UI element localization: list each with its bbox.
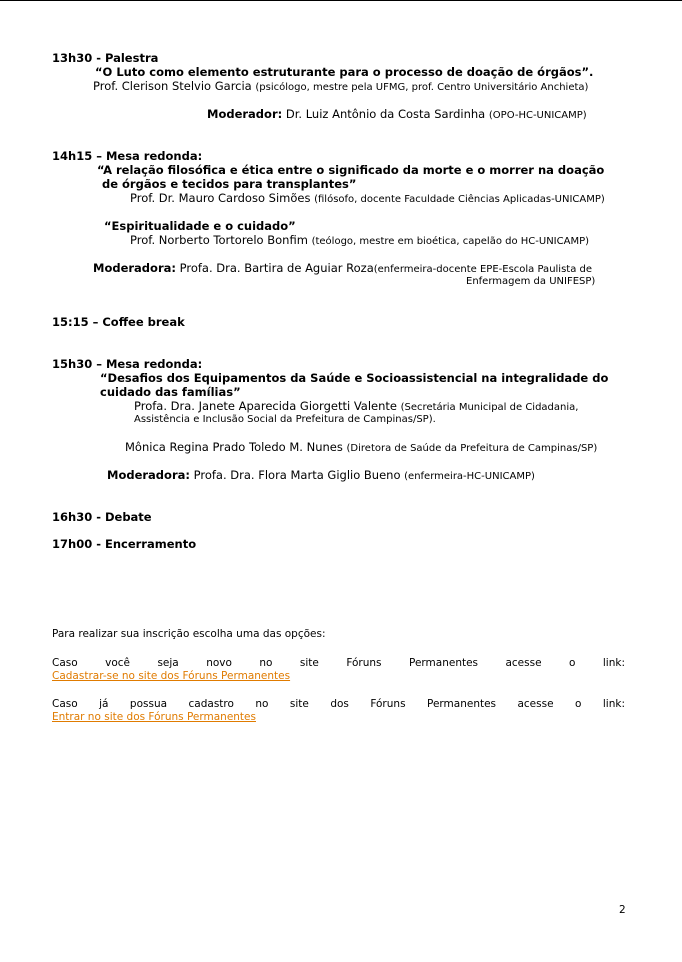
registration-intro: Para realizar sua inscrição escolha uma das opções: xyxy=(52,628,326,640)
session-time-1330: 13h30 - Palestra xyxy=(52,51,159,65)
session-time-1415: 14h15 – Mesa redonda: xyxy=(52,149,203,163)
session-time-1530: 15h30 – Mesa redonda: xyxy=(52,357,203,371)
speaker-name: Profa. Dra. Janete Aparecida Giorgetti Valente xyxy=(134,399,397,413)
moderator-line-s4 xyxy=(107,468,535,482)
moderator-line-s1 xyxy=(207,107,587,121)
top-border-line xyxy=(0,0,682,1)
session-time-coffee-break: 15:15 – Coffee break xyxy=(52,315,185,329)
register-link[interactable]: Cadastrar-se no site dos Fóruns Permanentes xyxy=(52,670,291,682)
speaker-info: (Secretária Municipal de Cidadania, xyxy=(400,402,579,413)
moderator-line-s2 xyxy=(93,261,592,275)
moderator-info: (enfermeira-docente EPE-Escola Paulista de xyxy=(373,264,593,275)
session-time-debate: 16h30 - Debate xyxy=(52,510,152,524)
speaker-info: (filósofo, docente Faculdade Ciências Aplicadas-UNICAMP) xyxy=(314,194,605,205)
talk-title-relacao-line1: “A relação filosófica e ética entre o significado da morte e o morrer na doação xyxy=(97,163,605,177)
speaker-line-mauro xyxy=(130,191,605,205)
moderator-label: Moderador: xyxy=(207,107,283,121)
moderator-name: Dr. Luiz Antônio da Costa Sardinha xyxy=(285,107,486,121)
talk-title-espiritualidade: “Espiritualidade e o cuidado” xyxy=(104,219,296,233)
speaker-name: Mônica Regina Prado Toledo M. Nunes xyxy=(125,440,343,454)
speaker-name: Prof. Dr. Mauro Cardoso Simões xyxy=(130,191,311,205)
speaker-name: Prof. Clerison Stelvio Garcia xyxy=(93,79,252,93)
speaker-line-monica xyxy=(125,440,597,454)
talk-title-desafios-line2: cuidado das famílias” xyxy=(100,385,241,399)
speaker-name: Prof. Norberto Tortorelo Bonfim xyxy=(130,233,308,247)
moderator-info: (enfermeira-HC-UNICAMP) xyxy=(404,471,535,482)
moderator-label: Moderadora: xyxy=(107,468,190,482)
talk-title-desafios-line1: “Desafios dos Equipamentos da Saúde e Socioassistencial na integralidade do xyxy=(100,371,609,385)
speaker-line-janete xyxy=(134,399,578,413)
registration-option1-text: Caso você seja novo no site Fóruns Permanentes acesse o link: xyxy=(52,657,625,669)
speaker-line-clerison xyxy=(93,79,588,93)
speaker-line-norberto xyxy=(130,233,589,247)
speaker-info: (teólogo, mestre em bioética, capelão do HC-UNICAMP) xyxy=(311,236,590,247)
moderator-name: Profa. Dra. Flora Marta Giglio Bueno xyxy=(193,468,401,482)
speaker-info: (Diretora de Saúde da Prefeitura de Campinas/SP) xyxy=(346,443,598,454)
speaker-info-line2: Assistência e Inclusão Social da Prefeitura de Campinas/SP). xyxy=(134,414,436,425)
moderator-label: Moderadora: xyxy=(93,261,176,275)
talk-title-luto: “O Luto como elemento estruturante para o processo de doação de órgãos”. xyxy=(95,65,594,79)
page-number: 2 xyxy=(619,904,626,916)
moderator-name: Profa. Dra. Bartira de Aguiar Roza xyxy=(179,261,374,275)
moderator-info-line2: Enfermagem da UNIFESP) xyxy=(466,276,596,287)
login-link[interactable]: Entrar no site dos Fóruns Permanentes xyxy=(52,711,256,723)
moderator-info: (OPO-HC-UNICAMP) xyxy=(488,110,587,121)
session-time-encerramento: 17h00 - Encerramento xyxy=(52,537,197,551)
speaker-info: (psicólogo, mestre pela UFMG, prof. Centro Universitário Anchieta) xyxy=(255,82,589,93)
talk-title-relacao-line2: de órgãos e tecidos para transplantes” xyxy=(102,177,357,191)
registration-option2-text: Caso já possua cadastro no site dos Fóruns Permanentes acesse o link: xyxy=(52,698,625,710)
